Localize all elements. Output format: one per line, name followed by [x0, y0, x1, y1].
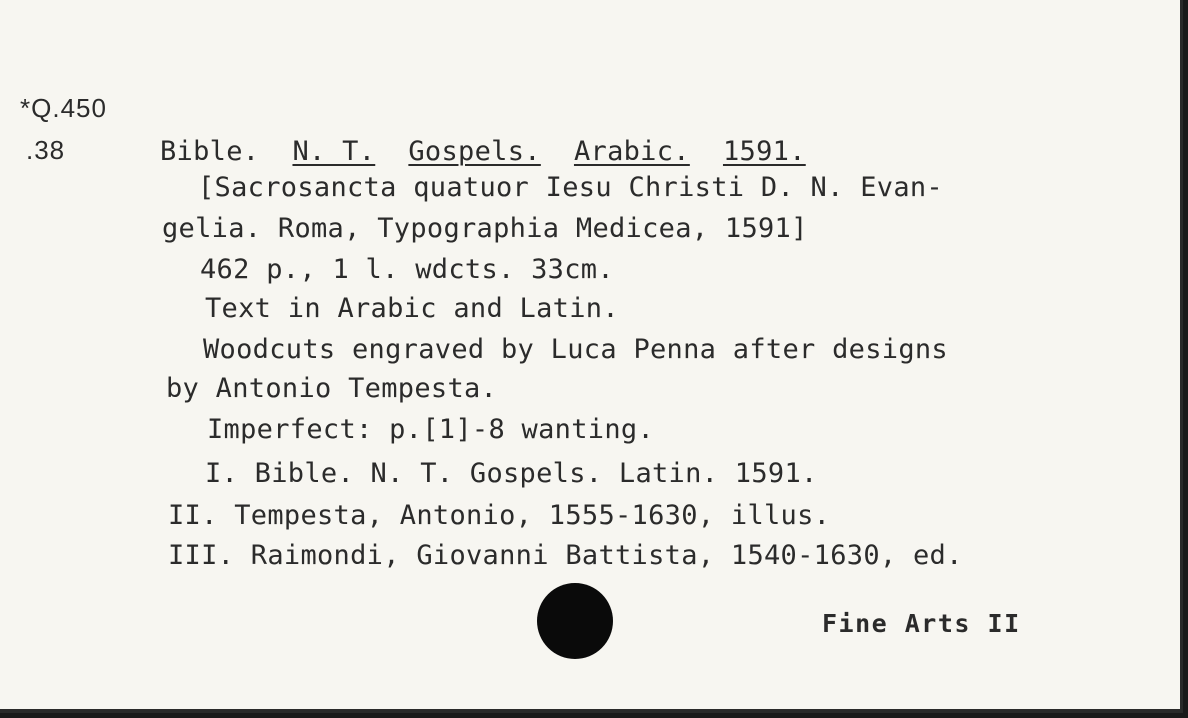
heading-part-arabic: Arabic.: [573, 136, 690, 167]
tracing-2: II. Tempesta, Antonio, 1555-1630, illus.: [168, 500, 831, 531]
title-line-2: gelia. Roma, Typographia Medicea, 1591]: [162, 213, 808, 244]
tracing-1: I. Bible. N. T. Gospels. Latin. 1591.: [205, 458, 818, 489]
collation: 462 p., 1 l. wdcts. 33cm.: [200, 254, 614, 285]
heading-part-year: 1591.: [722, 136, 806, 167]
location-stamp: Fine Arts II: [822, 609, 1021, 638]
heading-part-nt: N. T.: [292, 136, 376, 167]
note-woodcuts-1: Woodcuts engraved by Luca Penna after designs: [203, 334, 948, 365]
card-punch-hole: [537, 583, 613, 659]
call-number-line-1: *Q.450: [20, 93, 107, 123]
main-heading: [160, 136, 806, 168]
title-line-1: [Sacrosancta quatuor Iesu Christi D. N. Evan-: [198, 172, 943, 203]
tracing-3: III. Raimondi, Giovanni Battista, 1540-1630, ed.: [168, 540, 963, 571]
note-woodcuts-2: by Antonio Tempesta.: [166, 373, 498, 404]
call-number-line-2: .38: [26, 135, 66, 165]
heading-part-gospels: Gospels.: [408, 136, 541, 167]
note-language: Text in Arabic and Latin.: [205, 293, 619, 324]
note-imperfect: Imperfect: p.[1]-8 wanting.: [207, 414, 654, 445]
heading-prefix: Bible.: [160, 136, 260, 167]
